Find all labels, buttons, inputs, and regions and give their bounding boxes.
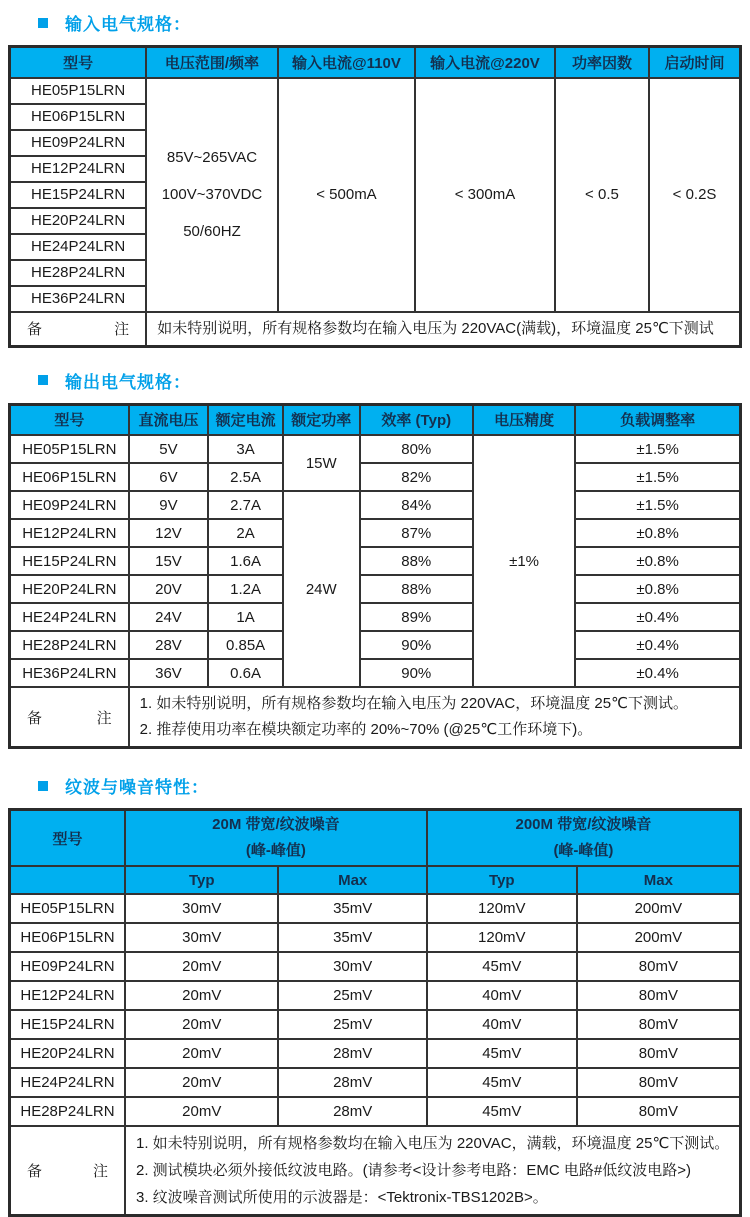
note-label [27, 318, 129, 339]
load-regulation-cell: ±0.8% [575, 547, 740, 575]
section-title-text: 输入电气规格： [65, 15, 191, 34]
ripple-value-cell: 35mV [278, 894, 426, 923]
efficiency-cell: 89% [360, 603, 473, 631]
model-cell: HE06P15LRN [10, 104, 147, 130]
model-cell: HE06P15LRN [10, 923, 125, 952]
rated-current-cell: 0.85A [208, 631, 283, 659]
ripple-value-cell: 20mV [125, 952, 279, 981]
group-title: 200M 带宽/纹波噪音 [515, 816, 652, 833]
dc-voltage-cell: 36V [129, 659, 209, 687]
rated-power-cell: 24W [283, 491, 360, 687]
model-cell: HE05P15LRN [10, 894, 125, 923]
column-header: 启动时间 [649, 47, 740, 78]
rated-current-cell: 1.2A [208, 575, 283, 603]
ripple-value-cell: 20mV [125, 1097, 279, 1126]
efficiency-cell: 88% [360, 547, 473, 575]
efficiency-cell: 90% [360, 631, 473, 659]
table-row [10, 435, 741, 463]
note-row [10, 687, 741, 748]
table-row [10, 1068, 741, 1097]
table-row [10, 547, 741, 575]
note-line: 1. 如未特别说明，所有规格参数均在输入电压为 220VAC，满载，环境温度 25℃下测试。 [135, 1135, 730, 1152]
ripple-value-cell: 28mV [278, 1068, 426, 1097]
table-row [10, 519, 741, 547]
section-bullet-icon [38, 18, 48, 28]
note-label-char: 备 [27, 321, 43, 338]
ripple-value-cell: 28mV [278, 1039, 426, 1068]
ripple-value-cell: 45mV [427, 1068, 577, 1097]
model-cell: HE24P24LRN [10, 603, 129, 631]
table-row [10, 603, 741, 631]
column-header: 额定功率 [283, 404, 360, 435]
model-cell: HE28P24LRN [10, 1097, 125, 1126]
column-header: 直流电压 [129, 404, 209, 435]
output-table-body [10, 435, 741, 748]
rated-current-cell: 0.6A [208, 659, 283, 687]
voltage-range-cell [146, 78, 278, 312]
dc-voltage-cell: 24V [129, 603, 209, 631]
ripple-value-cell: 20mV [125, 1039, 279, 1068]
model-cell: HE06P15LRN [10, 463, 129, 491]
table-row [10, 1039, 741, 1068]
table-row [10, 575, 741, 603]
model-cell: HE24P24LRN [10, 234, 147, 260]
model-cell: HE20P24LRN [10, 1039, 125, 1068]
ripple-value-cell: 200mV [577, 923, 741, 952]
section-title-ripple [38, 773, 742, 798]
note-line: 如未特别说明，所有规格参数均在输入电压为 220VAC(满载)，环境温度 25℃下测试 [157, 319, 714, 337]
ripple-value-cell: 45mV [427, 952, 577, 981]
rated-current-cell: 2.7A [208, 491, 283, 519]
ripple-table-header [10, 810, 741, 895]
note-label-cell [10, 1126, 125, 1216]
section-title-text: 纹波与噪音特性： [65, 778, 209, 797]
ripple-value-cell: 120mV [427, 894, 577, 923]
voltage-range-line: 100V~370VDC [161, 186, 263, 203]
rated-current-cell: 2A [208, 519, 283, 547]
note-text-cell [146, 312, 740, 347]
rated-current-cell: 1A [208, 603, 283, 631]
dc-voltage-cell: 12V [129, 519, 209, 547]
ripple-value-cell: 25mV [278, 981, 426, 1010]
input-spec-table [8, 45, 742, 348]
dc-voltage-cell: 20V [129, 575, 209, 603]
note-label-cell [10, 687, 129, 748]
empty-header-cell [10, 866, 125, 894]
ripple-value-cell: 20mV [125, 1010, 279, 1039]
table-row [10, 659, 741, 687]
column-header: 输入电流@220V [415, 47, 555, 78]
load-regulation-cell: ±0.8% [575, 575, 740, 603]
ripple-value-cell: 28mV [278, 1097, 426, 1126]
table-row [10, 463, 741, 491]
voltage-range-line: 85V~265VAC [166, 149, 258, 166]
column-header: 额定电流 [208, 404, 283, 435]
ripple-value-cell: 30mV [125, 923, 279, 952]
note-label-char: 备 [27, 709, 43, 727]
note-line: 2. 推荐使用功率在模块额定功率的 20%~70% (@25℃工作环境下)。 [139, 721, 593, 738]
dc-voltage-cell: 28V [129, 631, 209, 659]
ripple-noise-table [8, 808, 742, 1217]
model-cell: HE36P24LRN [10, 659, 129, 687]
ripple-value-cell: 20mV [125, 1068, 279, 1097]
model-cell: HE20P24LRN [10, 575, 129, 603]
table-row [10, 952, 741, 981]
column-header: 输入电流@110V [278, 47, 415, 78]
ripple-value-cell: 120mV [427, 923, 577, 952]
model-cell: HE28P24LRN [10, 260, 147, 286]
typ-max-header: Max [577, 866, 741, 894]
note-line: 1. 如未特别说明，所有规格参数均在输入电压为 220VAC，环境温度 25℃下测试。 [139, 695, 688, 712]
model-cell: HE28P24LRN [10, 631, 129, 659]
table-row [10, 491, 741, 519]
model-cell: HE12P24LRN [10, 981, 125, 1010]
voltage-precision-cell: ±1% [473, 435, 575, 687]
ripple-value-cell: 80mV [577, 952, 741, 981]
bandwidth-group-header [125, 810, 427, 867]
ripple-value-cell: 40mV [427, 1010, 577, 1039]
model-cell: HE15P24LRN [10, 547, 129, 575]
table-row [10, 923, 741, 952]
startup-time-cell: < 0.2S [649, 78, 740, 312]
load-regulation-cell: ±0.8% [575, 519, 740, 547]
model-column-header: 型号 [10, 810, 125, 867]
column-header: 型号 [10, 47, 147, 78]
table-row [10, 981, 741, 1010]
note-label-cell [10, 312, 147, 347]
section-title-output [38, 368, 742, 393]
group-subtitle: (峰-峰值) [553, 842, 614, 859]
model-cell: HE24P24LRN [10, 1068, 125, 1097]
efficiency-cell: 87% [360, 519, 473, 547]
model-cell: HE36P24LRN [10, 286, 147, 312]
model-cell: HE12P24LRN [10, 519, 129, 547]
sub-header-row [10, 866, 741, 894]
header-row [10, 404, 741, 435]
table-row [10, 631, 741, 659]
column-header: 电压范围/频率 [146, 47, 278, 78]
model-cell: HE15P24LRN [10, 182, 147, 208]
power-factor-cell: < 0.5 [555, 78, 649, 312]
model-cell: HE12P24LRN [10, 156, 147, 182]
bandwidth-group-header [427, 810, 741, 867]
input-table-header [10, 47, 741, 78]
load-regulation-cell: ±1.5% [575, 491, 740, 519]
model-cell: HE09P24LRN [10, 130, 147, 156]
ripple-value-cell: 35mV [278, 923, 426, 952]
table-row [10, 1010, 741, 1039]
ripple-value-cell: 80mV [577, 981, 741, 1010]
ripple-table-body [10, 894, 741, 1216]
dc-voltage-cell: 5V [129, 435, 209, 463]
section-bullet-icon [38, 781, 48, 791]
efficiency-cell: 80% [360, 435, 473, 463]
voltage-range-line: 50/60HZ [183, 223, 241, 240]
rated-current-cell: 2.5A [208, 463, 283, 491]
note-label [27, 707, 112, 728]
ripple-value-cell: 80mV [577, 1068, 741, 1097]
ripple-value-cell: 200mV [577, 894, 741, 923]
ripple-value-cell: 40mV [427, 981, 577, 1010]
input-table-body [10, 78, 741, 347]
ripple-value-cell: 45mV [427, 1097, 577, 1126]
output-spec-table [8, 403, 742, 750]
ripple-value-cell: 45mV [427, 1039, 577, 1068]
rated-power-cell: 15W [283, 435, 360, 491]
rated-current-cell: 1.6A [208, 547, 283, 575]
model-cell: HE09P24LRN [10, 952, 125, 981]
note-label-char: 备 [27, 1163, 43, 1180]
note-label-char: 注 [96, 709, 112, 727]
input-current-220v-cell: < 300mA [415, 78, 555, 312]
load-regulation-cell: ±1.5% [575, 435, 740, 463]
ripple-value-cell: 80mV [577, 1039, 741, 1068]
note-label [27, 1160, 108, 1181]
group-header-row [10, 810, 741, 867]
section-title-text: 输出电气规格： [65, 372, 191, 392]
note-row [10, 312, 741, 347]
group-title: 20M 带宽/纹波噪音 [212, 816, 340, 833]
model-cell: HE20P24LRN [10, 208, 147, 234]
ripple-value-cell: 30mV [278, 952, 426, 981]
column-header: 型号 [10, 404, 129, 435]
typ-max-header: Typ [125, 866, 279, 894]
column-header: 效率 (Typ) [360, 404, 473, 435]
group-subtitle: (峰-峰值) [245, 842, 306, 859]
model-cell: HE05P15LRN [10, 435, 129, 463]
column-header: 功率因数 [555, 47, 649, 78]
typ-max-header: Typ [427, 866, 577, 894]
efficiency-cell: 82% [360, 463, 473, 491]
note-text-cell [129, 687, 741, 748]
input-current-110v-cell: < 500mA [278, 78, 415, 312]
load-regulation-cell: ±0.4% [575, 631, 740, 659]
ripple-value-cell: 80mV [577, 1010, 741, 1039]
load-regulation-cell: ±0.4% [575, 659, 740, 687]
ripple-value-cell: 20mV [125, 981, 279, 1010]
note-line: 3. 纹波噪音测试所使用的示波器是：<Tektronix-TBS1202B>。 [135, 1189, 548, 1206]
typ-max-header: Max [278, 866, 426, 894]
efficiency-cell: 90% [360, 659, 473, 687]
efficiency-cell: 88% [360, 575, 473, 603]
note-label-char: 注 [92, 1163, 108, 1180]
note-line: 2. 测试模块必须外接低纹波电路。(请参考<设计参考电路：EMC 电路#低纹波电路>) [135, 1162, 692, 1179]
load-regulation-cell: ±0.4% [575, 603, 740, 631]
dc-voltage-cell: 6V [129, 463, 209, 491]
ripple-value-cell: 30mV [125, 894, 279, 923]
rated-current-cell: 3A [208, 435, 283, 463]
note-label-char: 注 [114, 321, 130, 338]
dc-voltage-cell: 9V [129, 491, 209, 519]
table-row [10, 78, 741, 104]
table-row [10, 1097, 741, 1126]
load-regulation-cell: ±1.5% [575, 463, 740, 491]
table-row [10, 894, 741, 923]
header-row [10, 47, 741, 78]
ripple-value-cell: 25mV [278, 1010, 426, 1039]
model-cell: HE15P24LRN [10, 1010, 125, 1039]
ripple-value-cell: 80mV [577, 1097, 741, 1126]
column-header: 电压精度 [473, 404, 575, 435]
section-title-input [38, 10, 742, 35]
model-cell: HE09P24LRN [10, 491, 129, 519]
efficiency-cell: 84% [360, 491, 473, 519]
column-header: 负载调整率 [575, 404, 740, 435]
model-cell: HE05P15LRN [10, 78, 147, 104]
output-table-header [10, 404, 741, 435]
note-row [10, 1126, 741, 1216]
section-bullet-icon [38, 375, 48, 385]
dc-voltage-cell: 15V [129, 547, 209, 575]
note-text-cell [125, 1126, 741, 1216]
